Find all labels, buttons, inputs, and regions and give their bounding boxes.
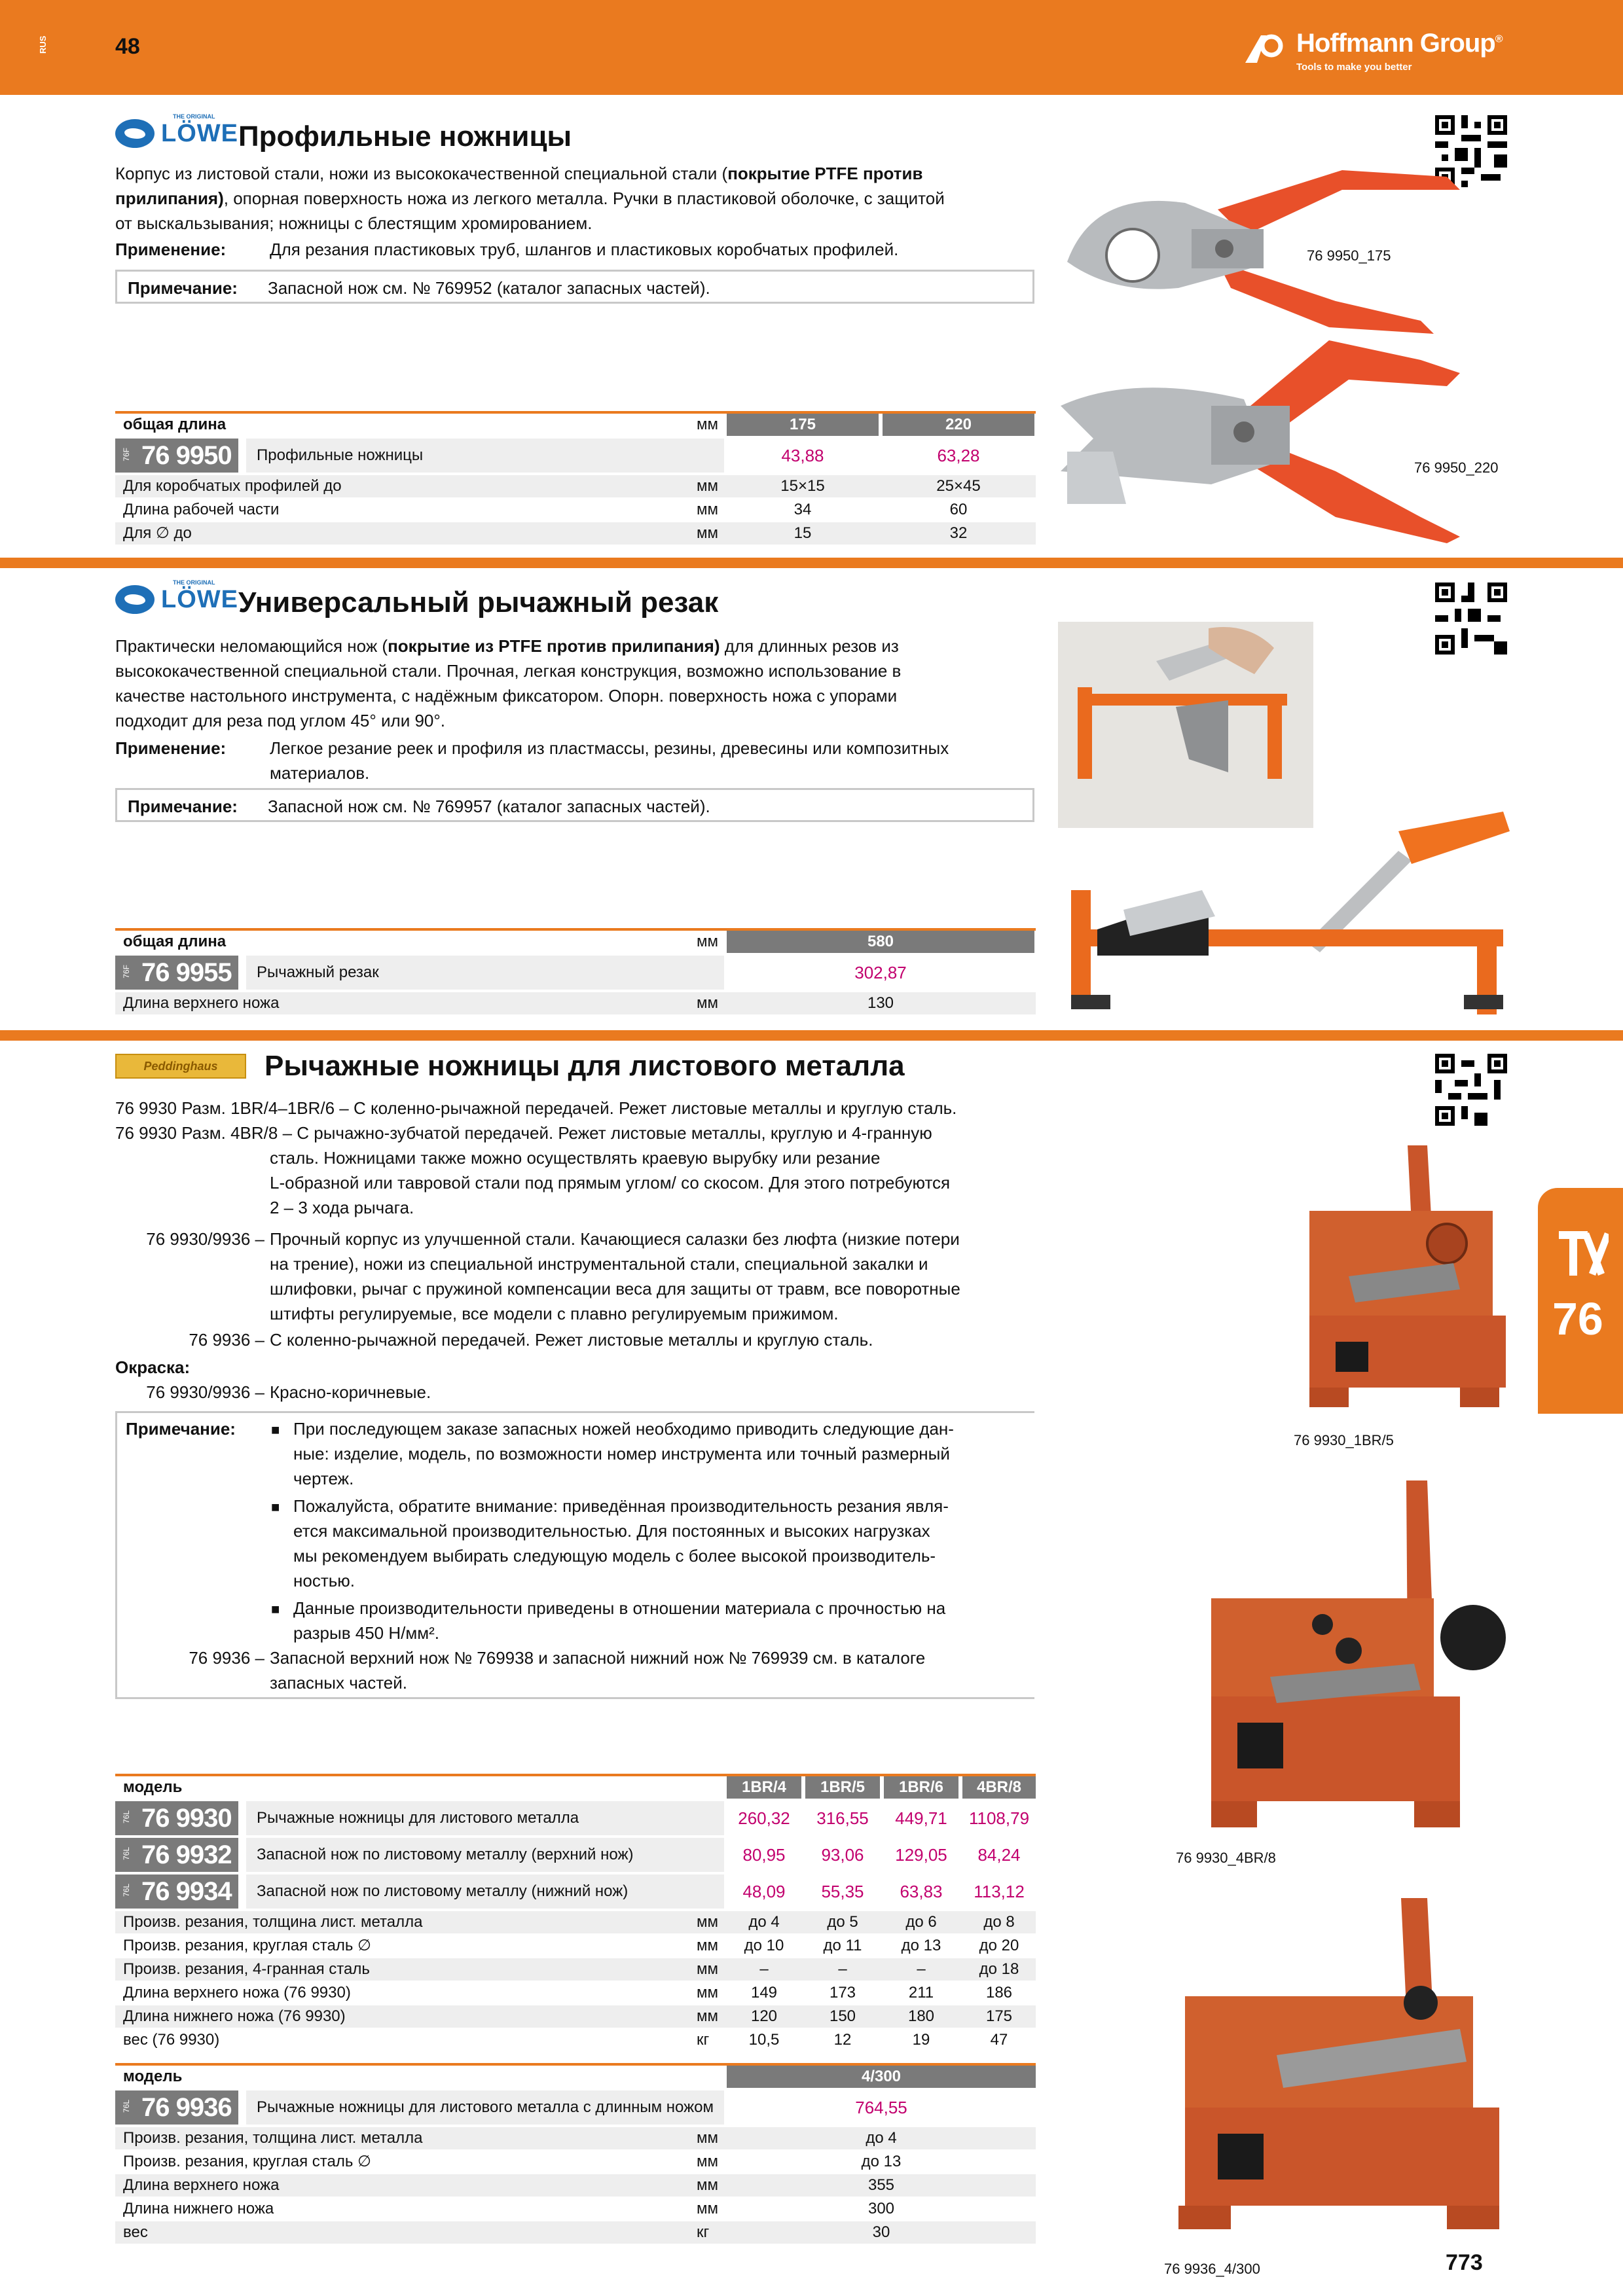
s3-t2-row: Длина верхнего ножа мм 355	[115, 2174, 1036, 2197]
price: 55,35	[821, 1882, 864, 1901]
price: 129,05	[895, 1845, 947, 1865]
s3-t1-row: Длина нижнего ножа (76 9930) мм 120 150 180 175	[115, 2005, 1036, 2028]
lever-shears-9936-image	[1172, 1898, 1512, 2238]
s3-para2-line1: 76 9930 Разм. 4BR/8 – С рычажно-зубчатой передачей. Режет листовые металлы, круглую и 4-гранную	[115, 1123, 932, 1143]
price: 84,24	[977, 1845, 1021, 1865]
s3-color-label: Окраска:	[115, 1357, 191, 1377]
s3-article-row-769936[interactable]	[115, 2090, 1036, 2125]
s2-application-line2: материалов.	[270, 763, 370, 783]
s3-para4: С коленно-рычажной передачей. Режет листовые металлы и круглую сталь.	[270, 1330, 873, 1350]
s3-color-text: Красно-коричневые.	[270, 1382, 431, 1402]
s3-para1: 76 9930 Разм. 1BR/4–1BR/6 – С коленно-рычажной передачей. Режет листовые металлы и круглую сталь.	[115, 1098, 957, 1118]
lowe-lion-icon	[115, 585, 155, 614]
price-220: 63,28	[883, 439, 1034, 473]
s2-desc-line1: Практически неломающийся нож (покрытие из PTFE против прилипания) для длинных резов из	[115, 636, 899, 656]
s3-t2-row: Длина нижнего ножа мм 300	[123, 2200, 895, 2217]
s1-desc-line2: прилипания), опорная поверхность ножа из легкого металла. Ручки в пластиковой оболочке, с защитой	[115, 188, 945, 208]
lowe-lion-icon	[115, 119, 155, 148]
bullet-square-icon: ■	[271, 1499, 280, 1515]
s2-application-line1: Легкое резание реек и профиля из пластмассы, резины, древесины или композитных	[270, 738, 949, 758]
image-label-769930-4br8: 76 9930_4BR/8	[1176, 1850, 1276, 1866]
s3-t2-row: Произв. резания, толщина лист. металла мм до 4	[115, 2127, 1036, 2149]
s3-article-row-769930[interactable]	[115, 1801, 1036, 1835]
s2-article-row[interactable]	[115, 956, 1036, 990]
s2-desc-line4: подходит для реза под углом 45° или 90°.	[115, 711, 445, 730]
price-580: 302,87	[854, 963, 907, 982]
s3-t2-row: Произв. резания, круглая сталь ∅ мм до 13	[123, 2153, 902, 2170]
s3-note-b2-l1: Пожалуйста, обратите внимание: приведённая производительность резания явля-	[293, 1496, 949, 1516]
price: 93,06	[821, 1845, 864, 1865]
s1-desc-line3: от выскальзывания; ножницы с блестящим хромированием.	[115, 213, 593, 233]
bullet-square-icon: ■	[271, 1601, 280, 1617]
s1-head-row: общая длина мм 175 220	[115, 414, 1036, 436]
page-number-right: 773	[1446, 2250, 1483, 2275]
s3-note-b1-l3: чертеж.	[293, 1469, 354, 1488]
article-number-box: 76L 76 9936	[115, 2090, 238, 2125]
s2-note-box: Примечание: Запасной нож см. № 769957 (каталог запасных частей).	[115, 788, 1034, 822]
image-label-769950-175: 76 9950_175	[1307, 247, 1391, 264]
price: 1108,79	[968, 1808, 1030, 1828]
lever-shears-1br5-image	[1296, 1145, 1519, 1420]
article-description: Рычажные ножницы для листового металла	[246, 1801, 724, 1835]
s3-note4-l2: запасных частей.	[270, 1673, 408, 1693]
lowe-logo: THE ORIGINAL LÖWE	[115, 581, 238, 618]
s3-para3-line4: штифты регулируемые, все модели с плавно регулируемым прижимом.	[270, 1304, 839, 1323]
s3-para3-key: 76 9930/9936 –	[146, 1229, 264, 1249]
s1-note-box: Примечание: Запасной нож см. № 769952 (каталог запасных частей).	[115, 270, 1034, 304]
s3-para4-key: 76 9936 –	[189, 1330, 264, 1350]
price: 80,95	[742, 1845, 786, 1865]
s1-application-text: Для резания пластиковых труб, шлангов и пластиковых коробчатых профилей.	[270, 240, 899, 259]
price: 260,32	[738, 1808, 790, 1828]
hoffmann-emblem-icon	[1244, 31, 1290, 64]
s3-para3-line2: на трение), ножи из специальной инструментальной стали, специальной закалки и	[270, 1254, 928, 1274]
bullet-square-icon: ■	[271, 1422, 280, 1438]
s3-para2-line3: L-образной или тавровой стали под прямым углом/ со скосом. Для этого потребуются	[270, 1173, 951, 1193]
lever-shears-4br8-image	[1198, 1480, 1512, 1840]
page-number-left: 48	[115, 34, 140, 59]
s1-row-working-length: Длина рабочей части мм 34 60	[123, 501, 968, 518]
s3-para3-line3: шлифовки, рычаг с пружиной компенсации веса для защиты от травм, все поворотные	[270, 1279, 960, 1299]
article-number-box: 76L 76 9934	[115, 1874, 238, 1909]
s3-para3-line1: Прочный корпус из улучшенной стали. Качающиеся салазки без люфта (низкие потери	[270, 1229, 960, 1249]
price-175: 43,88	[727, 439, 879, 473]
s3-note-label: Примечание:	[126, 1419, 236, 1439]
article-number-box: 76L 76 9930	[115, 1801, 238, 1835]
section-title-sheet-metal-shears: Рычажные ножницы для листового металла	[264, 1050, 905, 1082]
language-tag: RUS	[38, 35, 48, 54]
s3-note4-l1: Запасной верхний нож № 769938 и запасной нижний нож № 769939 см. в каталоге	[270, 1648, 926, 1668]
s3-t1-row: вес (76 9930) кг 10,5 12 19 47	[123, 2031, 1008, 2049]
s3-note-b3-l2: разрыв 450 Н/мм².	[293, 1623, 439, 1643]
article-number-box: 76F 76 9950	[115, 439, 238, 473]
page-header	[0, 0, 1623, 95]
peddinghaus-logo: Peddinghaus	[115, 1054, 246, 1079]
s3-note-b2-l3: мы рекомендуем выбирать следующую модель с более высокой производитель-	[293, 1546, 936, 1566]
s3-t1-row: Произв. резания, 4-гранная сталь мм – – – до 18	[115, 1958, 1036, 1981]
section-divider	[0, 1030, 1623, 1041]
s1-desc-line1: Корпус из листовой стали, ножи из высококачественной специальной стали (покрытие PTFE против	[115, 164, 923, 183]
s1-row-diameter: Для ∅ до мм 15 32	[115, 522, 1036, 545]
s3-t2-row: вес кг 30	[115, 2221, 1036, 2244]
section-title-lever-cutter: Универсальный рычажный резак	[238, 586, 719, 619]
article-description: Запасной нож по листовому металлу (верхний нож)	[246, 1838, 724, 1872]
qr-code-icon[interactable]	[1435, 583, 1507, 655]
section-divider	[0, 558, 1623, 568]
s2-row-blade-length: Длина верхнего ножа мм 130	[115, 992, 1036, 1014]
s3-t2-head-row: модель 4/300	[115, 2066, 1036, 2088]
brand-name: Hoffmann Group®	[1296, 29, 1503, 58]
tools-chapter-icon	[1556, 1227, 1609, 1280]
s3-note-b1-l2: ные: изделие, модель, по возможности номер инструмента или точный размерный	[293, 1444, 950, 1463]
article-number-box: 76F 76 9955	[115, 956, 238, 990]
article-description: Рычажные ножницы для листового металла с длинным ножом	[246, 2090, 724, 2125]
s3-para2-line4: 2 – 3 хода рычага.	[270, 1198, 414, 1217]
lever-cutter-769955-image	[1058, 798, 1510, 1014]
article-description: Профильные ножницы	[246, 439, 724, 473]
lever-cutter-in-use-photo	[1058, 622, 1313, 828]
s1-application-label: Применение:	[115, 240, 227, 259]
brand-tagline: Tools to make you better	[1296, 62, 1412, 73]
price: 316,55	[816, 1808, 869, 1828]
s2-desc-line2: высококачественной специальной стали. Прочная, легкая конструкция, возможно использование в	[115, 661, 902, 681]
s3-note-b2-l2: ется максимальной производительностью. Для постоянных и высоких нагрузках	[293, 1521, 930, 1541]
s2-application-label: Применение:	[115, 738, 227, 758]
price: 48,09	[742, 1882, 786, 1901]
image-label-769950-220: 76 9950_220	[1414, 459, 1499, 476]
article-description: Запасной нож по листовому металлу (нижний нож)	[246, 1874, 724, 1909]
s3-t1-row: Длина верхнего ножа (76 9930) мм 149 173 211 186	[123, 1984, 1013, 2001]
s3-article-row-769932[interactable]	[115, 1838, 1036, 1872]
s3-note4-key: 76 9936 –	[189, 1648, 264, 1668]
s1-article-row[interactable]	[115, 439, 1036, 473]
price: 764,55	[855, 2098, 907, 2117]
image-label-769930-1br5: 76 9930_1BR/5	[1294, 1432, 1394, 1448]
lowe-logo: THE ORIGINAL LÖWE	[115, 115, 238, 152]
section-title-profile-shears: Профильные ножницы	[238, 120, 572, 152]
s2-desc-line3: качестве настольного инструмента, с надёжным фиксатором. Опорн. поверхность ножа с упорами	[115, 686, 898, 706]
profile-shears-175-image	[1054, 164, 1512, 347]
price: 449,71	[895, 1808, 947, 1828]
article-number-box: 76L 76 9932	[115, 1838, 238, 1872]
s3-t1-row: Произв. резания, толщина лист. металла мм до 4 до 5 до 6 до 8	[115, 1911, 1036, 1933]
price: 113,12	[974, 1882, 1025, 1901]
image-label-769936-4-300: 76 9936_4/300	[1164, 2261, 1260, 2277]
s3-t1-row: Произв. резания, круглая сталь ∅ мм до 10 до 11 до 13 до 20	[123, 1937, 1019, 1954]
s3-note-b3-l1: Данные производительности приведены в отношении материала с прочностью на	[293, 1598, 946, 1618]
s3-note-b1-l1: При последующем заказе запасных ножей необходимо приводить следующие дан-	[293, 1419, 954, 1439]
s3-note-b2-l4: ностью.	[293, 1571, 355, 1590]
article-description: Рычажный резак	[246, 956, 724, 990]
s3-para2-line2: сталь. Ножницами также можно осуществлять краевую вырубку или резание	[270, 1148, 881, 1168]
s3-t1-head-row: модель 1BR/4 1BR/5 1BR/6 4BR/8	[115, 1776, 1036, 1799]
hoffmann-logo	[1244, 29, 1506, 81]
chapter-tab[interactable]: 76	[1538, 1188, 1623, 1414]
s1-row-profile: Для коробчатых профилей до мм 15×15 25×45	[115, 475, 1036, 497]
price: 63,83	[900, 1882, 943, 1901]
qr-code-icon[interactable]	[1435, 1054, 1507, 1126]
s2-head-row: общая длина мм 580	[115, 931, 1036, 953]
s3-article-row-769934[interactable]	[115, 1874, 1036, 1909]
s3-color-key: 76 9930/9936 –	[146, 1382, 264, 1402]
profile-shears-220-image	[1054, 334, 1512, 543]
